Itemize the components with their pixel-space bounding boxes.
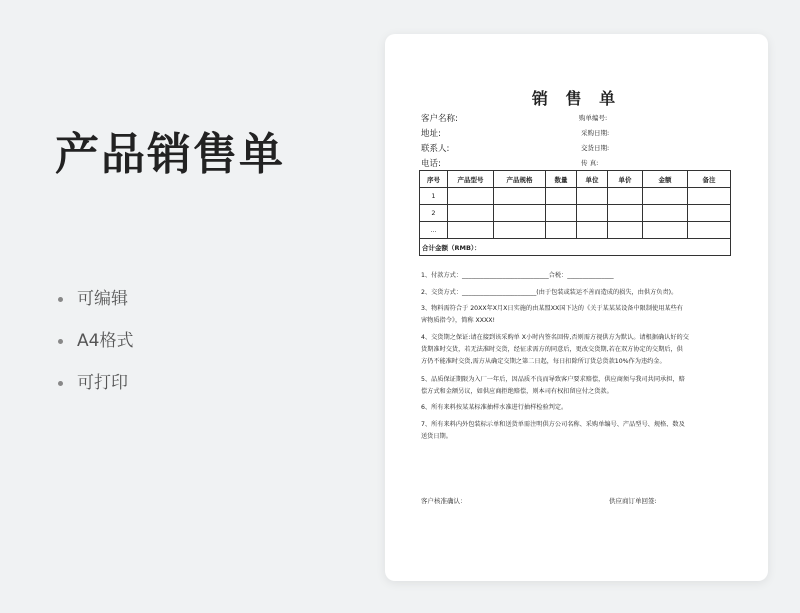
col-header: 单位 — [577, 171, 608, 188]
table-cell — [643, 188, 688, 205]
purchase-date-field: 采购日期: — [581, 129, 610, 137]
table-cell — [546, 205, 577, 222]
col-header: 单价 — [608, 171, 643, 188]
feature-item: 可编辑 — [58, 285, 133, 327]
bullet-icon — [58, 339, 63, 344]
customer-signature-label: 客户核准确认： — [421, 497, 467, 505]
table-cell — [448, 222, 494, 239]
col-header: 产品型号 — [448, 171, 494, 188]
fax-field: 传 真: — [581, 159, 599, 167]
feature-list — [58, 285, 133, 411]
table-cell — [643, 222, 688, 239]
supplier-signature-label: 供应商订单回签: — [609, 497, 657, 505]
customer-name-field: 客户名称: — [421, 114, 458, 124]
table-cell — [577, 222, 608, 239]
term-2: 2、交货方式：________________________(由于包装或装运不善而造成的损失，由供方负责)。 — [421, 289, 678, 296]
table-total-row — [420, 239, 731, 256]
table-header-row — [420, 171, 731, 188]
table-cell — [448, 205, 494, 222]
term-6: 6、所有来料按某某标准抽样水准进行抽样检验判定。 — [421, 404, 568, 411]
bullet-icon — [58, 381, 63, 386]
table-cell — [688, 188, 731, 205]
table-cell — [608, 222, 643, 239]
document-preview — [385, 34, 768, 581]
term-7: 7、所有来料内外包装标示单和送货单需注明供方公司名称、采购单编号、产品型号、规格、数及 送货日期。 — [421, 421, 685, 440]
table-row — [420, 188, 731, 205]
table-cell — [494, 188, 546, 205]
col-header: 金额 — [643, 171, 688, 188]
term-3: 3、物料需符合于 20XX年X月X日实施的由某盟XX国下达的《关于某某某设备中限制使用某些有 害物质指令》，简称 XXXX! — [421, 305, 683, 324]
order-number-field: 购单编号: — [579, 114, 608, 122]
term-1: 1、付款方式：____________________________合税：_______________ — [421, 272, 614, 279]
page-title: 产品销售单 — [55, 129, 285, 180]
feature-item: 可打印 — [58, 369, 133, 411]
table-cell — [643, 205, 688, 222]
table-cell — [577, 205, 608, 222]
address-field: 地址: — [421, 129, 441, 139]
table-row — [420, 222, 731, 239]
table-cell: 1 — [420, 188, 448, 205]
phone-field: 电话: — [421, 159, 441, 169]
delivery-date-field: 交货日期: — [581, 144, 610, 152]
items-table — [419, 170, 731, 256]
bullet-icon — [58, 297, 63, 302]
col-header: 备注 — [688, 171, 731, 188]
table-cell — [494, 222, 546, 239]
table-cell: ... — [420, 222, 448, 239]
table-cell — [448, 188, 494, 205]
table-cell — [688, 205, 731, 222]
table-cell — [494, 205, 546, 222]
total-amount-label: 合计金额（RMB）： — [420, 239, 731, 256]
col-header: 数量 — [546, 171, 577, 188]
table-cell — [688, 222, 731, 239]
feature-item: A4格式 — [58, 327, 133, 369]
term-5: 5、品质保证期限为入厂一年后，因品质不良而导致客户要求赔偿，供应商须与我司共同承担，赔 偿方式和金额另议，如供应商拒绝赔偿，则本司有权扣留应付之货款。 — [421, 376, 685, 395]
term-4: 4、交货期之保证:请在接到该采购单 X小时内签名回传,否则需方视供方为默认。请根据确认好的交 货期准时交货，若无法准时交货，经征求需方的同意后，更改交货期,若在双方协定的交期后，供 方仍不能准时交货,需方从确定交期之第二日起，每日扣除所订货总货款10%作为违约金。 — [421, 334, 689, 365]
col-header: 产品规格 — [494, 171, 546, 188]
table-row — [420, 205, 731, 222]
table-cell — [608, 188, 643, 205]
table-cell — [546, 222, 577, 239]
contact-field: 联系人: — [421, 144, 450, 154]
table-cell — [577, 188, 608, 205]
table-cell — [608, 205, 643, 222]
table-cell: 2 — [420, 205, 448, 222]
table-cell — [546, 188, 577, 205]
document-title: 销 售 单 — [531, 89, 622, 108]
col-header: 序号 — [420, 171, 448, 188]
